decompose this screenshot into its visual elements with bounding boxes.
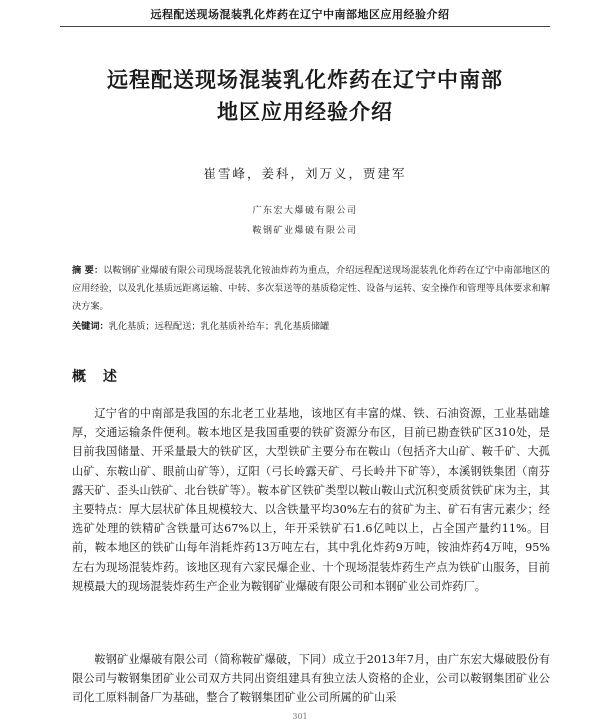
page-number: 301 [292,712,308,720]
authors: 崔雪峰，姜科，刘万义，贾建军 [203,166,407,181]
abstract-text: 以鞍钢矿业爆破有限公司现场混装乳化铵油炸药为重点，介绍远程配送现场混装乳化炸药在辽宁中南部地区的应用经验，以及乳化基质远距离运输、中转、多次泵送等的基质稳定性、设备与运转、安全操作和管理等具体要求和解决方案。 [72,265,550,312]
affiliation-2: 鞍钢矿业爆破有限公司 [252,226,358,236]
body-paragraph-2: 鞍钢矿业爆破有限公司（简称鞍矿爆破，下同）成立于2013年7月，由广东宏大爆破股份有限公司与鞍钢集团矿业公司双方共同出资组建具有独立法人资格的企业，公司以鞍钢集团矿业公司化工原料制备厂为基础，整合了鞍钢集团矿业公司所属的矿山采 [72,653,550,705]
keywords [72,318,550,336]
running-head: 远程配送现场混装乳化炸药在辽宁中南部地区应用经验介绍 [150,8,450,21]
article-title [60,64,550,128]
abstract [72,262,550,316]
abstract-label: 摘 要： [72,265,104,276]
title-line-2: 地区应用经验介绍 [217,100,393,124]
keywords-text: 乳化基质；远程配送；乳化基质补给车；乳化基质储罐 [108,321,330,332]
header-rule [60,26,550,27]
affiliation-1: 广东宏大爆破有限公司 [252,206,358,216]
section-heading: 概 述 [72,369,123,385]
body-paragraph-1: 辽宁省的中南部是我国的东北老工业基地，该地区有丰富的煤、铁、石油资源，工业基础雄厚，交通运输条件便利。鞍本地区是我国重要的铁矿资源分布区，目前已勘查铁矿区310处，是目前我国储量、开采量最大的铁矿区，大型铁矿主要分布在鞍山（包括齐大山矿、鞍千矿、大孤山矿、东鞍山矿、眼前山矿等），辽阳（弓长岭露天矿、弓长岭井下矿等），本溪钢铁集团（南芬露天矿、歪头山铁矿、北台铁矿等）。鞍本矿区铁矿类型以鞍山鞍山式沉积变质贫铁矿床为主，其主要特点：厚大层状矿体且规模较大、以含铁量平均30%左右的贫矿为主、矿石有害元素少；经选矿处理的铁精矿含铁量可达67%以上，年开采铁矿石1.6亿吨以上，占全国产量约11%。目前，鞍本地区的铁矿山每年消耗炸药13万吨左右，其中乳化炸药9万吨，铵油炸药4万吨，95%左右为现场混装炸药。该地区现有六家民爆企业、十个现场混装炸药生产点为铁矿山服务，目前规模最大的现场混装炸药生产企业为鞍钢矿业爆破有限公司和本钢矿业公司炸药厂。 [72,407,550,593]
title-line-1: 远程配送现场混装乳化炸药在辽宁中南部 [107,68,503,92]
keywords-label: 关键词： [72,321,109,332]
